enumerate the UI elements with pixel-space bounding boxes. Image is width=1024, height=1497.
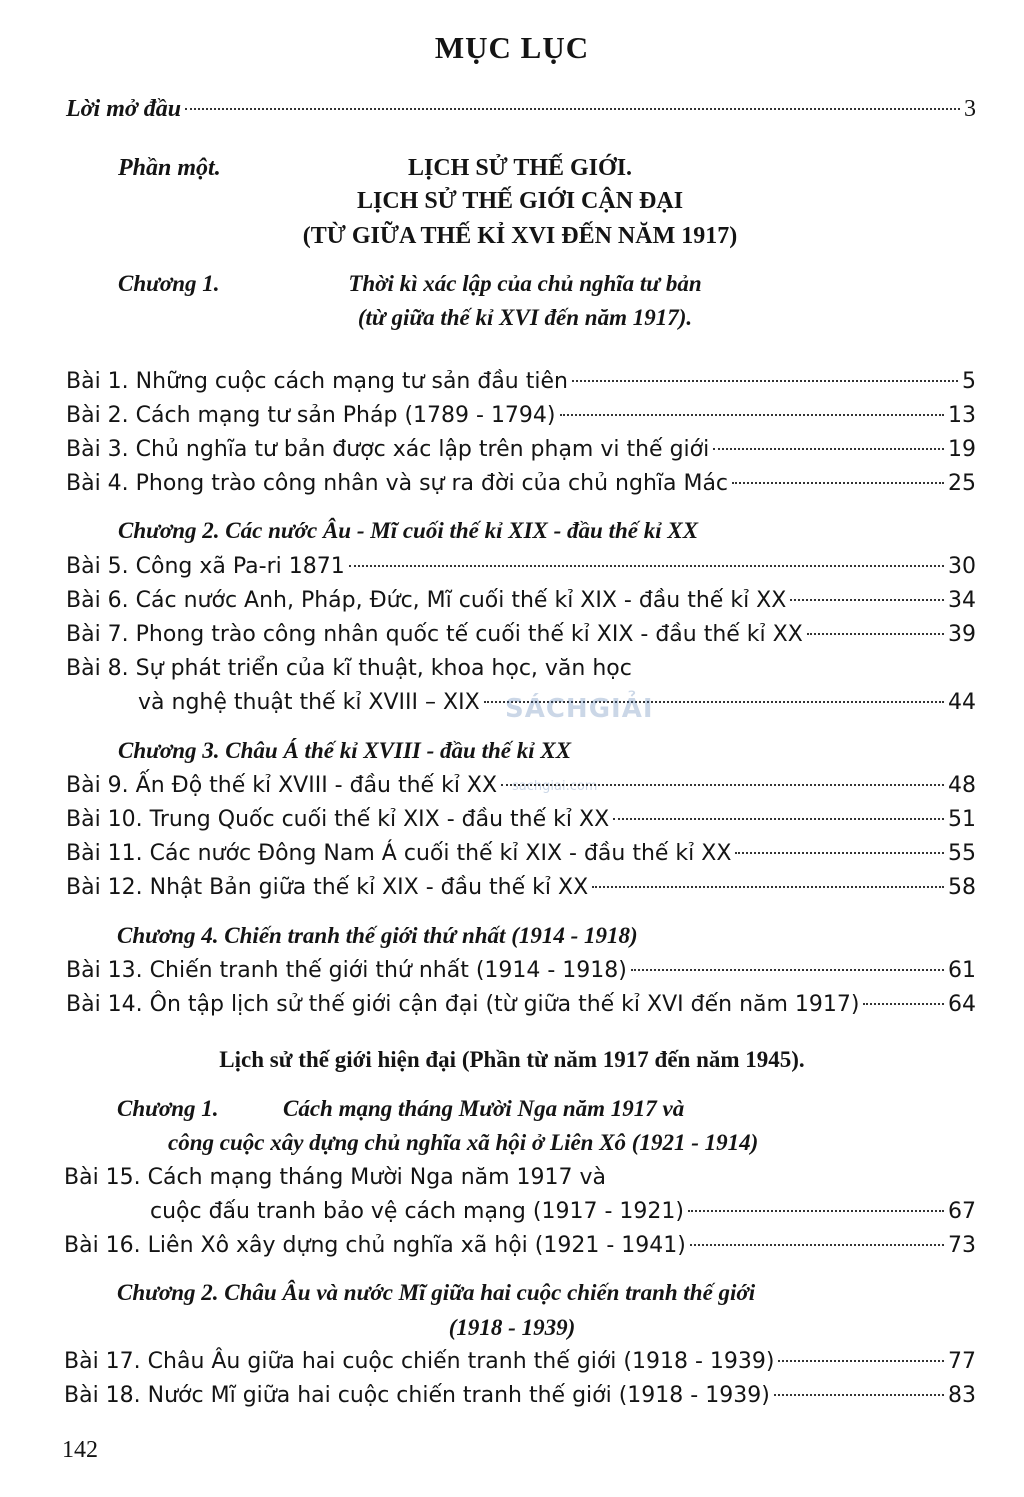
toc-entry[interactable] bbox=[66, 622, 976, 647]
dot-leader bbox=[349, 565, 944, 567]
toc-entry[interactable] bbox=[66, 369, 976, 394]
toc-entry-label: cuộc đấu tranh bảo vệ cách mạng (1917 - 1921) bbox=[150, 1199, 684, 1224]
dot-leader bbox=[592, 886, 944, 888]
toc-entry[interactable] bbox=[66, 554, 976, 579]
dot-leader bbox=[807, 633, 944, 635]
toc-entry-label: Bài 4. Phong trào công nhân và sự ra đời của chủ nghĩa Mác bbox=[66, 471, 729, 496]
toc-entry-page: 67 bbox=[948, 1199, 976, 1224]
toc-entry-page: 58 bbox=[948, 875, 976, 900]
toc-entry-page: 34 bbox=[948, 588, 976, 613]
toc-entry-page: 5 bbox=[962, 369, 976, 394]
toc-entry[interactable] bbox=[66, 875, 976, 900]
modern-chapter-1-title-line-1: Cách mạng tháng Mười Nga năm 1917 và bbox=[283, 1096, 685, 1121]
chapter-4-title: Chương 4. Chiến tranh thế giới thứ nhất (1914 - 1918) bbox=[117, 923, 638, 948]
dot-leader bbox=[774, 1394, 944, 1396]
toc-entry-page: 61 bbox=[948, 958, 976, 983]
toc-entry-label: Bài 14. Ôn tập lịch sử thế giới cận đại (từ giữa thế kỉ XVI đến năm 1917) bbox=[66, 992, 860, 1017]
part-title-line-2: LỊCH SỬ THẾ GIỚI CẬN ĐẠI bbox=[356, 188, 684, 214]
toc-entry-page: 55 bbox=[948, 841, 976, 866]
dot-leader bbox=[778, 1360, 944, 1362]
toc-entry[interactable] bbox=[66, 437, 976, 462]
toc-entry-page: 64 bbox=[948, 992, 976, 1017]
toc-entry[interactable] bbox=[64, 1233, 976, 1258]
toc-entry[interactable] bbox=[64, 1349, 976, 1374]
toc-entry-page: 25 bbox=[948, 471, 976, 496]
dot-leader bbox=[572, 380, 958, 382]
toc-entry-label: Bài 16. Liên Xô xây dựng chủ nghĩa xã hội (1921 - 1941) bbox=[64, 1233, 686, 1258]
toc-entry-label: Bài 11. Các nước Đông Nam Á cuối thế kỉ XIX - đầu thế kỉ XX bbox=[66, 841, 732, 866]
chapter-1-title-line-2: (từ giữa thế kỉ XVI đến năm 1917). bbox=[357, 305, 693, 330]
toc-entry-label: Lời mở đầu bbox=[66, 96, 182, 122]
toc-entry[interactable] bbox=[66, 958, 976, 983]
toc-entry-label: Bài 12. Nhật Bản giữa thế kỉ XIX - đầu thế kỉ XX bbox=[66, 875, 589, 900]
toc-entry-label: và nghệ thuật thế kỉ XVIII – XIX bbox=[138, 690, 480, 715]
toc-entry-label: Bài 13. Chiến tranh thế giới thứ nhất (1914 - 1918) bbox=[66, 958, 627, 983]
toc-entry-page: 51 bbox=[948, 807, 976, 832]
toc-entry-line-1[interactable]: Bài 8. Sự phát triển của kĩ thuật, khoa học, văn học bbox=[66, 656, 632, 681]
dot-leader bbox=[790, 599, 944, 601]
dot-leader bbox=[732, 482, 944, 484]
toc-entry-page: 3 bbox=[964, 96, 976, 122]
toc-entry-label: Bài 7. Phong trào công nhân quốc tế cuối thế kỉ XIX - đầu thế kỉ XX bbox=[66, 622, 803, 647]
dot-leader bbox=[863, 1003, 944, 1005]
toc-entry-page: 44 bbox=[948, 690, 976, 715]
toc-entry-page: 30 bbox=[948, 554, 976, 579]
toc-entry[interactable] bbox=[64, 1383, 976, 1408]
chapter-3-title: Chương 3. Châu Á thế kỉ XVIII - đầu thế kỉ XX bbox=[118, 738, 572, 763]
toc-entry-page: 39 bbox=[948, 622, 976, 647]
part-title-line-3: (TỪ GIỮA THẾ KỈ XVI ĐẾN NĂM 1917) bbox=[302, 223, 738, 249]
page-number: 142 bbox=[62, 1437, 98, 1463]
toc-entry[interactable] bbox=[66, 773, 976, 798]
chapter-2-title: Chương 2. Các nước Âu - Mĩ cuối thế kỉ XIX - đầu thế kỉ XX bbox=[118, 518, 699, 543]
dot-leader bbox=[560, 414, 944, 416]
toc-entry-label: Bài 10. Trung Quốc cuối thế kỉ XIX - đầu thế kỉ XX bbox=[66, 807, 610, 832]
toc-entry-label: Bài 2. Cách mạng tư sản Pháp (1789 - 1794) bbox=[66, 403, 556, 428]
modern-chapter-2-title-line-2: (1918 - 1939) bbox=[448, 1315, 576, 1340]
chapter-1-label: Chương 1. bbox=[118, 271, 220, 296]
dot-leader bbox=[735, 852, 944, 854]
part-label: Phần một. bbox=[118, 155, 221, 181]
toc-entry-page: 48 bbox=[948, 773, 976, 798]
toc-entry[interactable] bbox=[66, 471, 976, 496]
page-title: MỤC LỤC bbox=[434, 30, 590, 65]
part-title-line-1: LỊCH SỬ THẾ GIỚI. bbox=[407, 155, 633, 181]
dot-leader bbox=[690, 1244, 944, 1246]
toc-entry-page: 13 bbox=[948, 403, 976, 428]
chapter-1-title-line-1: Thời kì xác lập của chủ nghĩa tư bản bbox=[348, 271, 702, 296]
toc-entry[interactable] bbox=[66, 588, 976, 613]
toc-entry-page: 19 bbox=[948, 437, 976, 462]
toc-entry[interactable] bbox=[66, 807, 976, 832]
watermark-logo: SÁCHGIẢI bbox=[505, 694, 654, 724]
toc-entry-intro[interactable] bbox=[66, 96, 976, 123]
toc-entry[interactable] bbox=[66, 403, 976, 428]
toc-entry-label: Bài 17. Châu Âu giữa hai cuộc chiến tranh thế giới (1918 - 1939) bbox=[64, 1349, 775, 1374]
dot-leader bbox=[185, 108, 960, 110]
toc-entry[interactable] bbox=[66, 992, 976, 1017]
toc-entry-line-1[interactable]: Bài 15. Cách mạng tháng Mười Nga năm 1917 và bbox=[64, 1165, 607, 1190]
modern-history-heading: Lịch sử thế giới hiện đại (Phần từ năm 1917 đến năm 1945). bbox=[219, 1047, 805, 1072]
dot-leader bbox=[688, 1210, 944, 1212]
toc-entry-label: Bài 18. Nước Mĩ giữa hai cuộc chiến tranh thế giới (1918 - 1939) bbox=[64, 1383, 770, 1408]
toc-entry-page: 83 bbox=[948, 1383, 976, 1408]
modern-chapter-1-label: Chương 1. bbox=[117, 1096, 219, 1121]
toc-entry-label: Bài 9. Ấn Độ thế kỉ XVIII - đầu thế kỉ XX bbox=[66, 773, 498, 798]
toc-entry-label: Bài 5. Công xã Pa-ri 1871 bbox=[66, 554, 345, 579]
dot-leader bbox=[613, 818, 944, 820]
toc-entry-page: 73 bbox=[948, 1233, 976, 1258]
toc-entry-label: Bài 1. Những cuộc cách mạng tư sản đầu tiên bbox=[66, 369, 568, 394]
toc-entry-label: Bài 6. Các nước Anh, Pháp, Đức, Mĩ cuối thế kỉ XIX - đầu thế kỉ XX bbox=[66, 588, 787, 613]
dot-leader bbox=[501, 784, 944, 786]
watermark-url: sachgiai.com bbox=[512, 779, 598, 794]
dot-leader bbox=[713, 448, 944, 450]
modern-chapter-2-title-line-1: Chương 2. Châu Âu và nước Mĩ giữa hai cuộc chiến tranh thế giới bbox=[117, 1280, 756, 1305]
modern-chapter-1-title-line-2: công cuộc xây dựng chủ nghĩa xã hội ở Liên Xô (1921 - 1914) bbox=[168, 1130, 759, 1155]
dot-leader bbox=[631, 969, 944, 971]
toc-entry[interactable] bbox=[150, 1199, 976, 1224]
toc-entry-label: Bài 3. Chủ nghĩa tư bản được xác lập trên phạm vi thế giới bbox=[66, 437, 710, 462]
toc-entry-page: 77 bbox=[948, 1349, 976, 1374]
toc-entry[interactable] bbox=[66, 841, 976, 866]
